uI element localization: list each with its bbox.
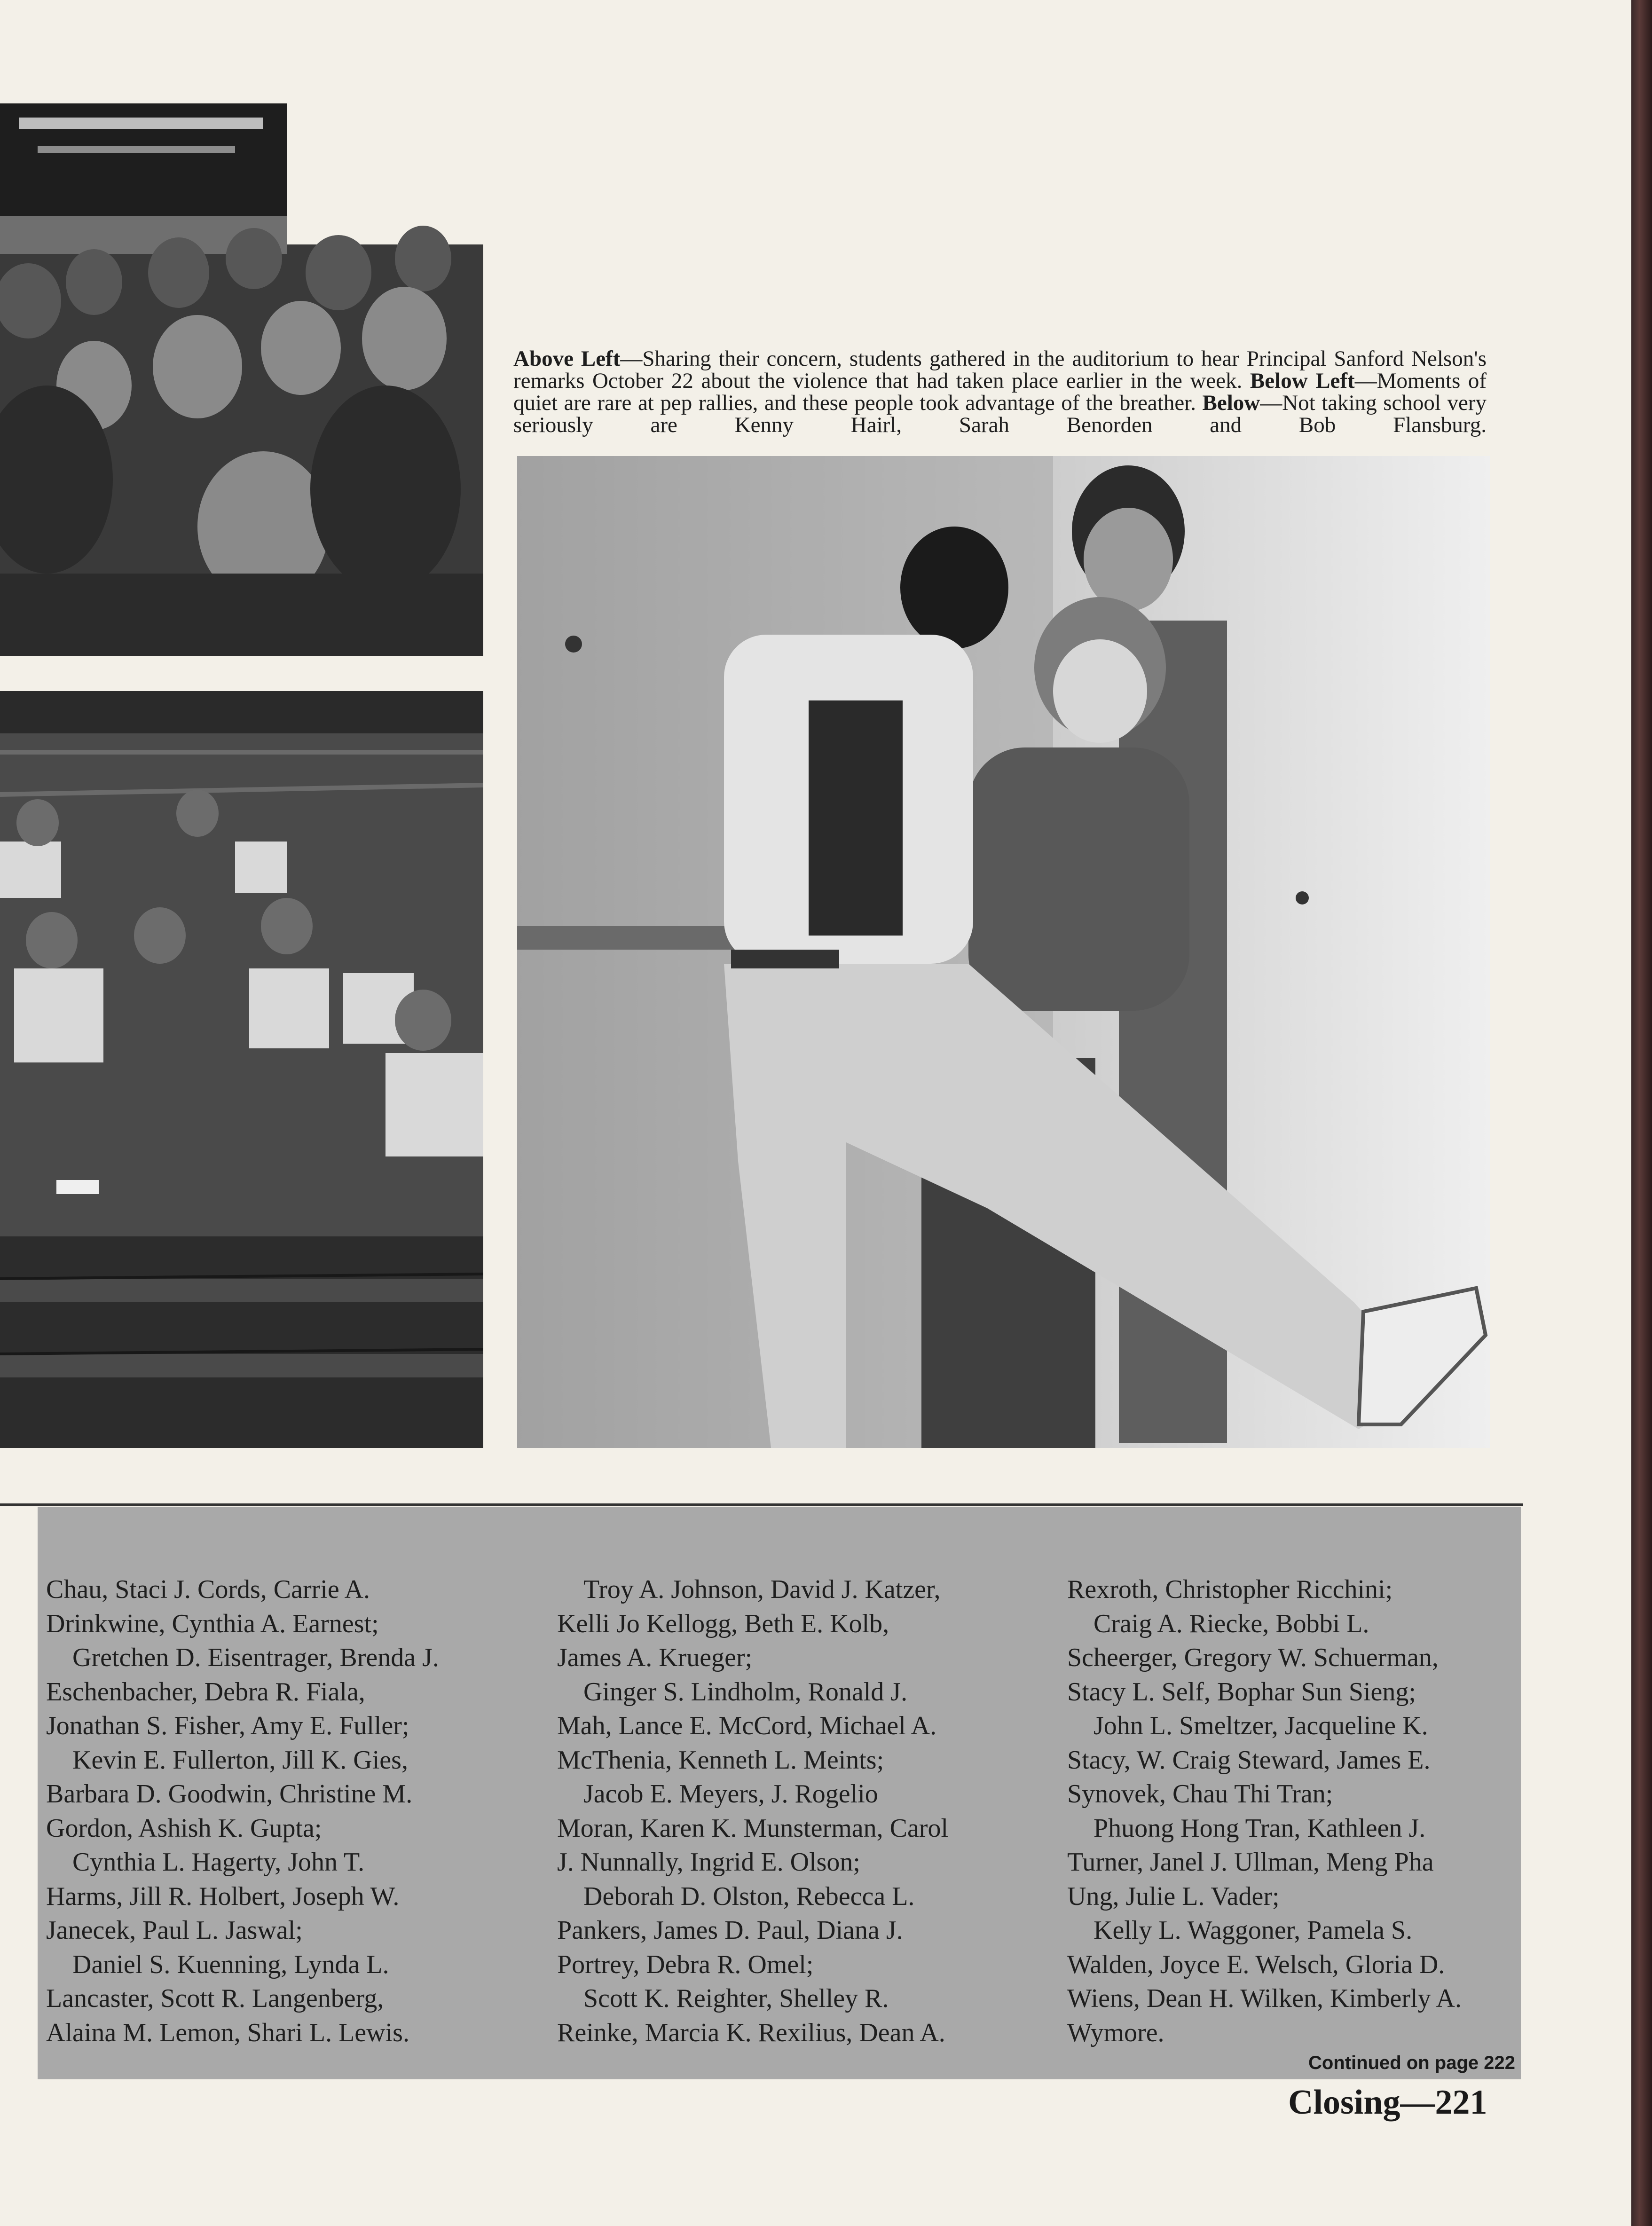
- names-line: Eschenbacher, Debra R. Fiala,: [46, 1677, 365, 1707]
- page-folio: Closing—221: [1288, 2083, 1487, 2122]
- names-line: Chau, Staci J. Cords, Carrie A.: [46, 1575, 370, 1604]
- names-line: Mah, Lance E. McCord, Michael A.: [557, 1711, 937, 1740]
- names-line: Moran, Karen K. Munsterman, Carol: [557, 1813, 949, 1843]
- names-line: Scheerger, Gregory W. Schuerman,: [1067, 1643, 1439, 1672]
- names-line: Cynthia L. Hagerty, John T.: [72, 1848, 365, 1877]
- names-line: Gretchen D. Eisentrager, Brenda J.: [72, 1643, 439, 1672]
- names-line: Wymore.: [1067, 2018, 1164, 2047]
- page-edge: [1631, 0, 1652, 2226]
- names-line: Pankers, James D. Paul, Diana J.: [557, 1916, 903, 1945]
- caption-label-below-left: Below Left: [1250, 369, 1355, 393]
- pep-rally-photo: [0, 691, 483, 1448]
- photo-caption: [513, 348, 1487, 436]
- names-line: Ung, Julie L. Vader;: [1067, 1881, 1280, 1911]
- names-line: Barbara D. Goodwin, Christine M.: [46, 1779, 413, 1809]
- caption-label-above-left: Above Left: [513, 346, 621, 371]
- names-line: Wiens, Dean H. Wilken, Kimberly A.: [1067, 1984, 1462, 2013]
- names-line: Janecek, Paul L. Jaswal;: [46, 1916, 303, 1945]
- names-line: McThenia, Kenneth L. Meints;: [557, 1745, 884, 1775]
- names-line: Alaina M. Lemon, Shari L. Lewis.: [46, 2018, 409, 2047]
- names-list-box: [38, 1507, 1521, 2079]
- names-line: Drinkwine, Cynthia A. Earnest;: [46, 1609, 379, 1638]
- names-line: Scott K. Reighter, Shelley R.: [583, 1984, 889, 2013]
- names-line: Rexroth, Christopher Ricchini;: [1067, 1575, 1393, 1604]
- names-line: Kelli Jo Kellogg, Beth E. Kolb,: [557, 1609, 889, 1638]
- names-line: Daniel S. Kuenning, Lynda L.: [72, 1950, 389, 1979]
- names-line: Jacob E. Meyers, J. Rogelio: [583, 1779, 878, 1809]
- names-line: Harms, Jill R. Holbert, Joseph W.: [46, 1881, 400, 1911]
- names-line: Craig A. Riecke, Bobbi L.: [1093, 1609, 1369, 1638]
- caption-text-below-left: —Moments of quiet are rare at pep rallies, and these people took advantage of the breather.: [513, 369, 1487, 415]
- names-line: Troy A. Johnson, David J. Katzer,: [583, 1575, 941, 1604]
- names-line: Portrey, Debra R. Omel;: [557, 1950, 814, 1979]
- names-line: James A. Krueger;: [557, 1643, 753, 1672]
- names-column-1: [46, 1573, 439, 2050]
- names-line: J. Nunnally, Ingrid E. Olson;: [557, 1848, 860, 1877]
- names-line: Ginger S. Lindholm, Ronald J.: [583, 1677, 908, 1707]
- names-line: Stacy L. Self, Bophar Sun Sieng;: [1067, 1677, 1416, 1707]
- names-line: Gordon, Ashish K. Gupta;: [46, 1813, 322, 1843]
- caption-label-below: Below: [1202, 391, 1260, 415]
- names-column-3: [1067, 1573, 1462, 2050]
- names-line: Phuong Hong Tran, Kathleen J.: [1093, 1813, 1426, 1843]
- caption-text-below: —Not taking school very seriously are Kenny Hairl, Sarah Benorden and Bob Flansburg.: [513, 391, 1487, 437]
- names-line: Turner, Janel J. Ullman, Meng Pha: [1067, 1848, 1434, 1877]
- names-line: Stacy, W. Craig Steward, James E.: [1067, 1745, 1431, 1775]
- names-line: Deborah D. Olston, Rebecca L.: [583, 1881, 915, 1911]
- names-line: Reinke, Marcia K. Rexilius, Dean A.: [557, 2018, 945, 2047]
- section-divider: [0, 1503, 1523, 1506]
- names-line: Lancaster, Scott R. Langenberg,: [46, 1984, 384, 2013]
- names-line: Kelly L. Waggoner, Pamela S.: [1093, 1916, 1413, 1945]
- names-line: Kevin E. Fullerton, Jill K. Gies,: [72, 1745, 408, 1775]
- continued-note: Continued on page 222: [1308, 2053, 1515, 2073]
- names-line: John L. Smeltzer, Jacqueline K.: [1093, 1711, 1428, 1740]
- caption-text-above-left: —Sharing their concern, students gathered in the auditorium to hear Principal Sanford Nelson's remarks October 22 about the violence that had taken place earlier in the week.: [513, 346, 1487, 393]
- names-line: Jonathan S. Fisher, Amy E. Fuller;: [46, 1711, 409, 1740]
- auditorium-photo: [0, 103, 483, 656]
- three-students-photo: [517, 456, 1490, 1448]
- names-column-2: [557, 1573, 948, 2050]
- names-line: Walden, Joyce E. Welsch, Gloria D.: [1067, 1950, 1445, 1979]
- names-line: Synovek, Chau Thi Tran;: [1067, 1779, 1333, 1809]
